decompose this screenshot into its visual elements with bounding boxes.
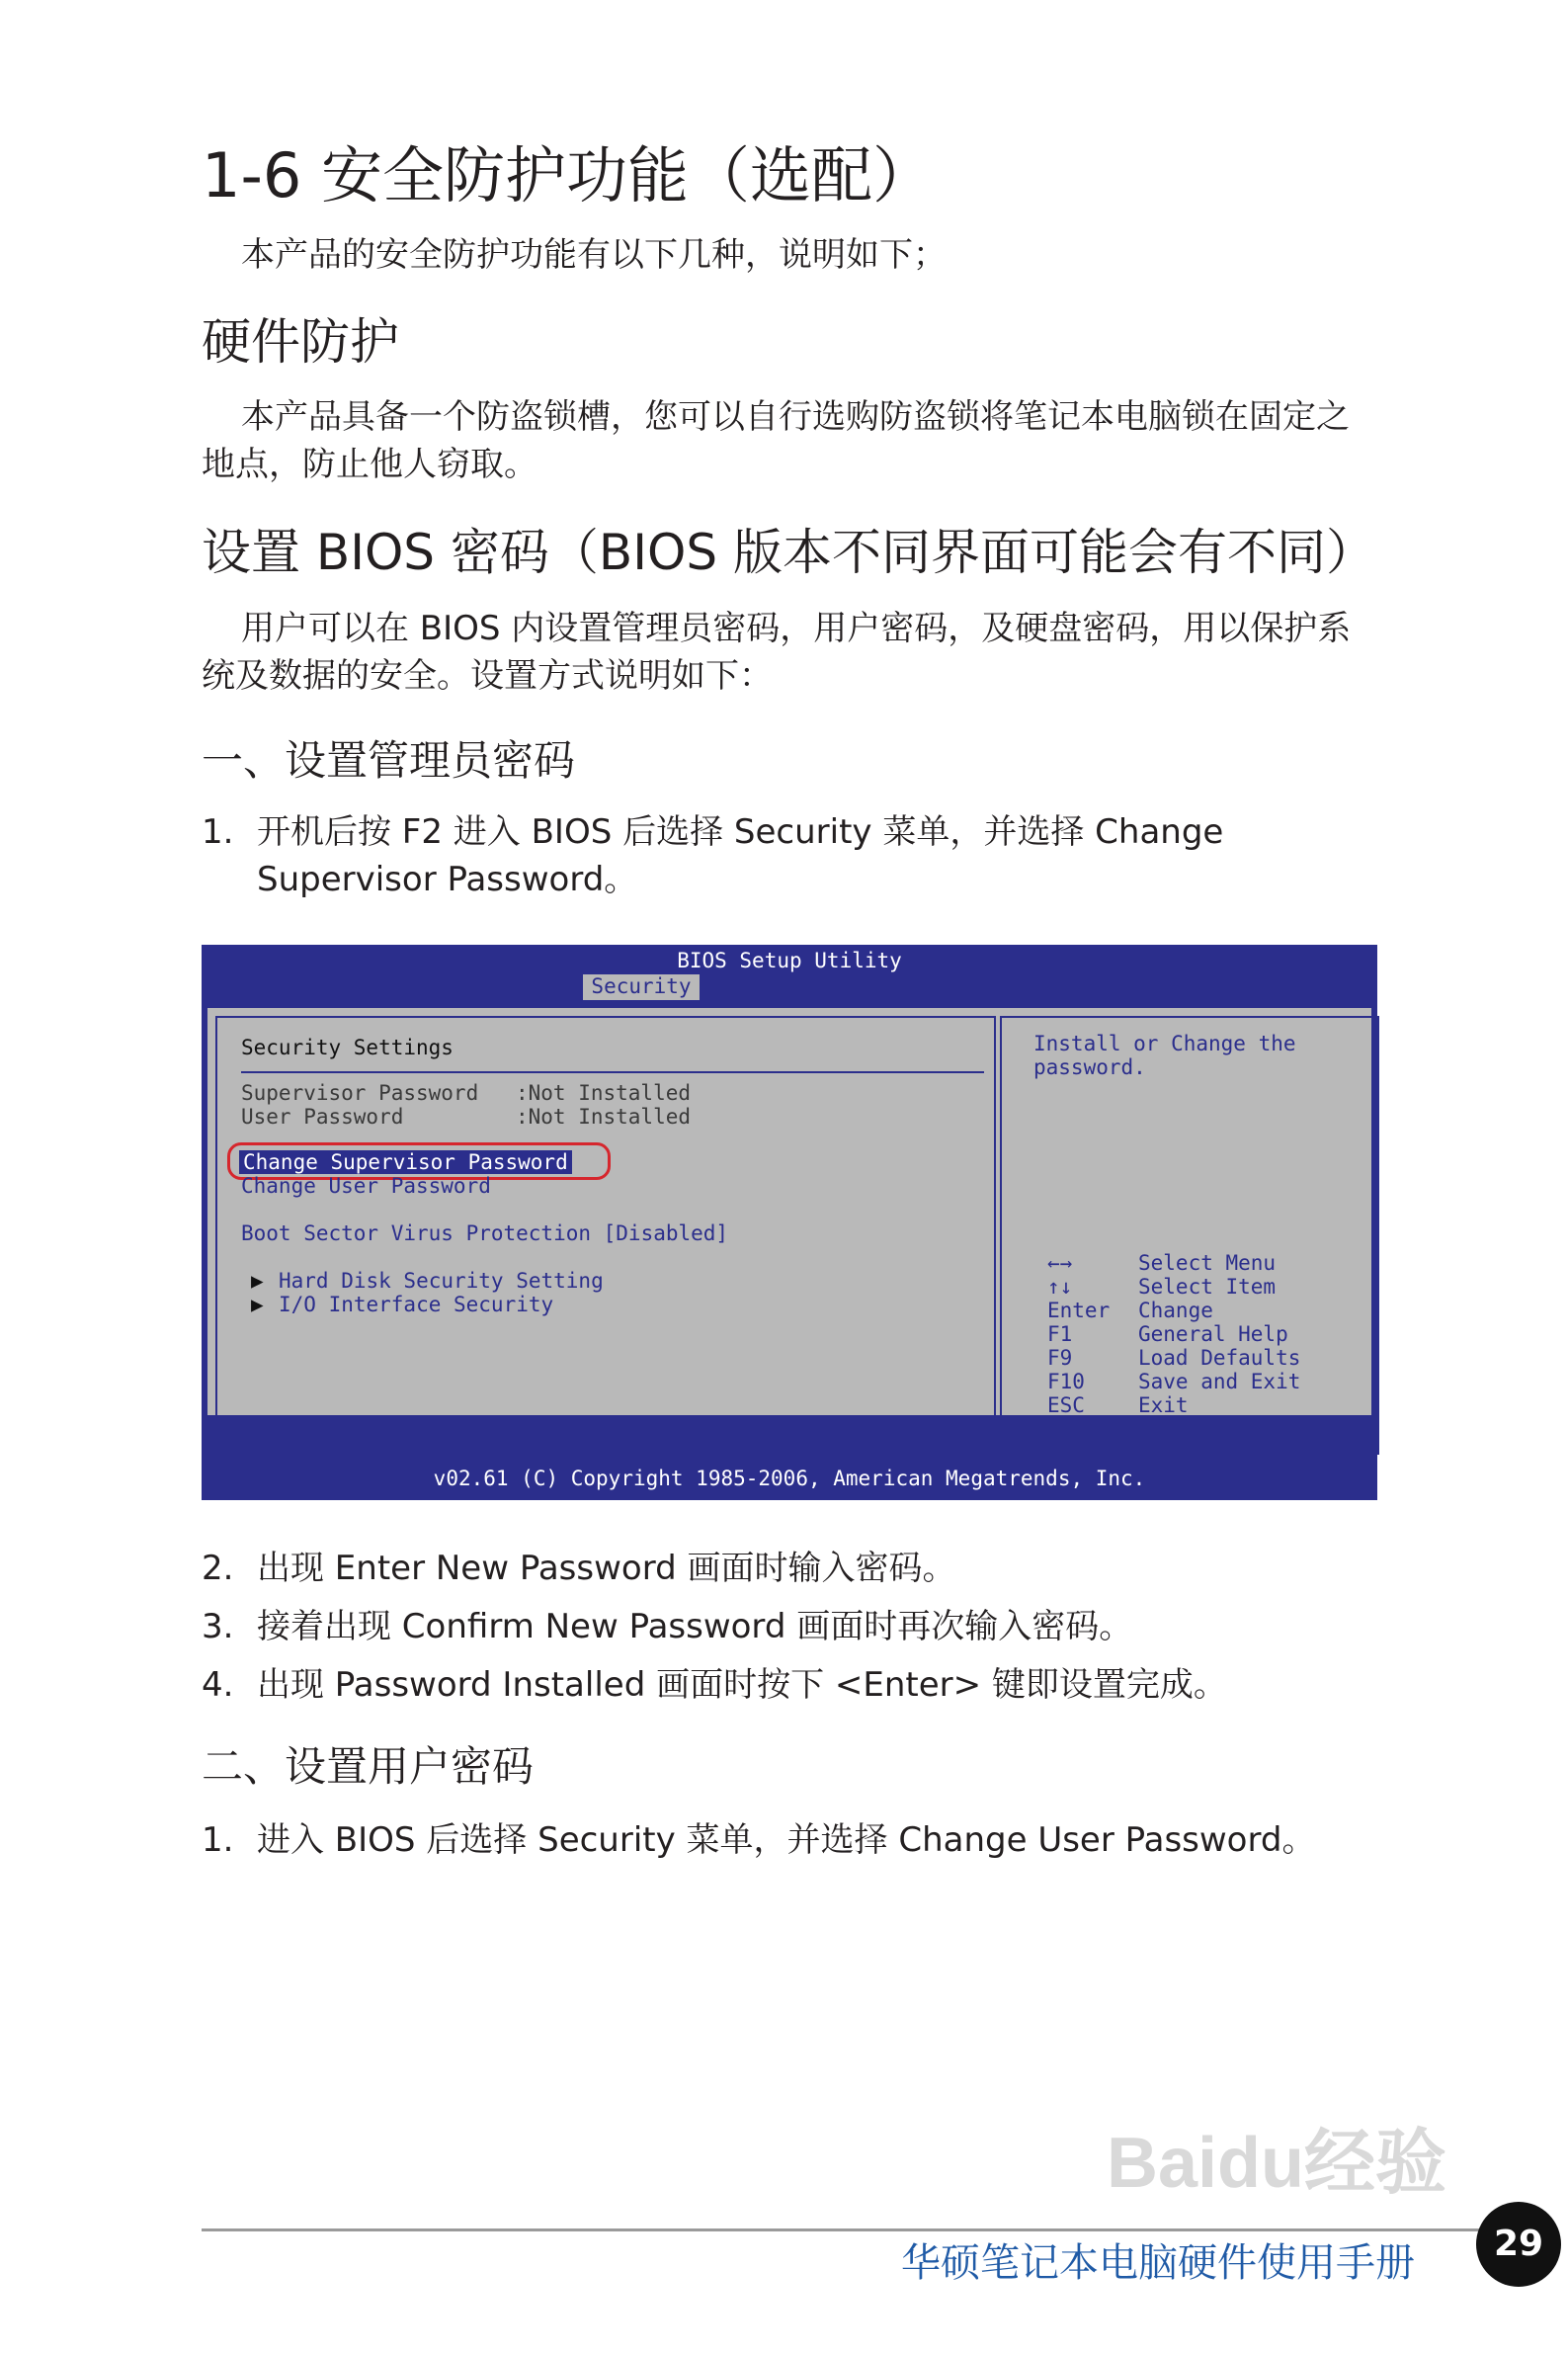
key-desc-save-exit: Save and Exit [1138, 1370, 1301, 1393]
bios-settings-pane [215, 1016, 996, 1455]
hardware-paragraph: 本产品具备一个防盗锁槽，您可以自行选购防盗锁将笔记本电脑锁在固定之地点，防止他人窃取。 [202, 397, 1350, 484]
user-password-label: User Password [241, 1105, 404, 1129]
admin-password-heading: 一、设置管理员密码 [202, 736, 576, 785]
manual-title: 华硕笔记本电脑硬件使用手册 [901, 2240, 1415, 2286]
bios-tab-security[interactable]: Security [583, 974, 700, 1000]
page-number: 29 [1476, 2202, 1561, 2287]
admin-step-3: 3. 接着出现 Confirm New Password 画面时再次输入密码。 [202, 1607, 1133, 1646]
hard-disk-security-item[interactable]: Hard Disk Security Setting [279, 1269, 604, 1293]
user-step-1: 1. 进入 BIOS 后选择 Security 菜单，并选择 Change User Password。 [202, 1820, 1316, 1860]
intro-paragraph: 本产品的安全防护功能有以下几种，说明如下； [241, 235, 947, 275]
bios-password-paragraph: 用户可以在 BIOS 内设置管理员密码，用户密码，及硬盘密码，用以保护系统及数据的安全。设置方式说明如下： [202, 609, 1352, 696]
bios-copyright: v02.61 (C) Copyright 1985-2006, American Megatrends, Inc. [433, 1467, 1146, 1490]
security-settings-title: Security Settings [241, 1036, 454, 1059]
hardware-heading: 硬件防护 [202, 313, 399, 371]
supervisor-password-label: Supervisor Password [241, 1081, 479, 1105]
admin-step-1: 1. 开机后按 F2 进入 BIOS 后选择 Security 菜单，并选择 Change Supervisor Password。 [202, 812, 1224, 899]
bios-help-pane [1000, 1016, 1379, 1455]
help-text-line-2: password. [1033, 1055, 1146, 1079]
submenu-arrow-icon: ▶ [251, 1269, 264, 1293]
boot-sector-virus-protection-item[interactable]: Boot Sector Virus Protection [Disabled] [241, 1221, 729, 1245]
change-supervisor-password-item[interactable]: Change Supervisor Password [239, 1150, 572, 1174]
bios-title: BIOS Setup Utility [677, 949, 902, 972]
key-desc-exit: Exit [1138, 1393, 1189, 1417]
key-desc-change: Change [1138, 1299, 1213, 1322]
io-interface-security-item[interactable]: I/O Interface Security [279, 1293, 554, 1316]
supervisor-password-value: :Not Installed [516, 1081, 692, 1105]
key-desc-select-item: Select Item [1138, 1275, 1277, 1299]
key-desc-load-defaults: Load Defaults [1138, 1346, 1301, 1370]
key-desc-general-help: General Help [1138, 1322, 1288, 1346]
key-arrows-vertical: ↑↓ [1047, 1275, 1073, 1299]
footer-divider [202, 2228, 1486, 2231]
key-f1: F1 [1047, 1322, 1073, 1346]
bios-screenshot [202, 945, 1377, 1500]
help-text-line-1: Install or Change the [1033, 1032, 1296, 1055]
key-enter: Enter [1047, 1299, 1111, 1322]
bios-password-heading: 设置 BIOS 密码（BIOS 版本不同界面可能会有不同） [202, 524, 1375, 581]
page-title: 1-6 安全防护功能（选配） [202, 139, 934, 211]
admin-step-4: 4. 出现 Password Installed 画面时按下 <Enter> 键即设置完成。 [202, 1665, 1227, 1705]
baidu-watermark: Baidu经验 [1107, 2124, 1447, 2203]
key-desc-select-menu: Select Menu [1138, 1251, 1277, 1275]
key-f10: F10 [1047, 1370, 1085, 1393]
user-password-heading: 二、设置用户密码 [202, 1742, 535, 1791]
change-user-password-item[interactable]: Change User Password [241, 1174, 491, 1198]
user-password-value: :Not Installed [516, 1105, 692, 1129]
admin-step-2: 2. 出现 Enter New Password 画面时输入密码。 [202, 1549, 956, 1588]
key-esc: ESC [1047, 1393, 1085, 1417]
bios-panel [207, 1008, 1371, 1415]
key-arrows-horizontal: ←→ [1047, 1251, 1073, 1275]
key-f9: F9 [1047, 1346, 1073, 1370]
section-divider [241, 1071, 984, 1073]
submenu-arrow-icon: ▶ [251, 1293, 264, 1316]
